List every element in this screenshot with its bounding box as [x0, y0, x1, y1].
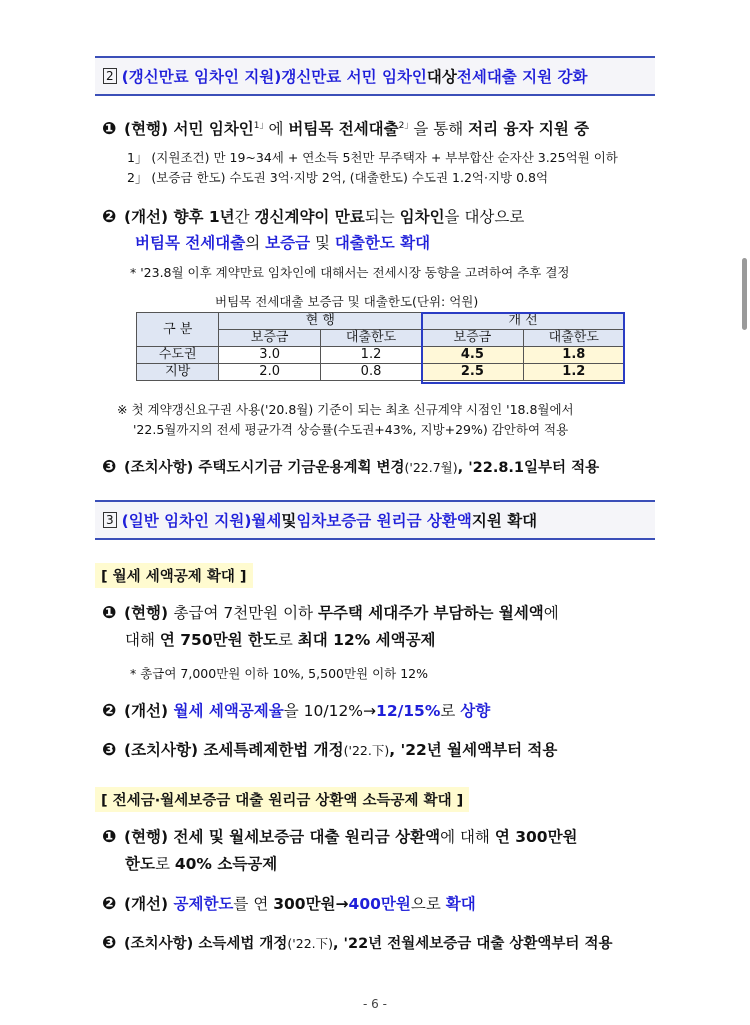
table-row: 지방 2.0 0.8 2.5 1.2: [137, 364, 625, 381]
rent-improve-line: ❷ (개선) 월세 세액공제율을 10/12%→12/15%로 상향: [102, 701, 491, 721]
section-number: 2: [103, 68, 117, 84]
subheading-rent-credit: [ 월세 세액공제 확대 ]: [95, 563, 253, 588]
deposit-action-line: ❸ (조치사항) 소득세법 개정('22.下), '22년 전월세보증금 대출 상환액부터 적용: [102, 933, 613, 953]
header-improved: 개 선: [422, 313, 625, 330]
deposit-improve-line: ❷ (개선) 공제한도를 연 300만원→400만원으로 확대: [102, 894, 476, 914]
note-reference-b: '22.5월까지의 전세 평균가격 상승률(수도권+43%, 지방+29%) 감안하여 적용: [133, 422, 569, 437]
improvement-line-2: 버팀목 전세대출의 보증금 및 대출한도 확대: [135, 234, 431, 252]
subheading-deposit-deduction: [ 전세금·월세보증금 대출 원리금 상환액 소득공제 확대 ]: [95, 787, 469, 812]
table-row: 수도권 3.0 1.2 4.5 1.8: [137, 347, 625, 364]
section-number: 3: [103, 512, 117, 528]
note-expiry: * '23.8월 이후 계약만료 임차인에 대해서는 전세시장 동향을 고려하여 추후 결정: [130, 265, 570, 280]
header-current: 현 행: [219, 313, 422, 330]
table-title: 버팀목 전세대출 보증금 및 대출한도(단위: 억원): [215, 294, 479, 309]
loan-limit-table: [136, 312, 625, 381]
note-reference-a: ※ 첫 계약갱신요구권 사용('20.8월) 기준이 되는 최초 신규계약 시점인 '18.8월에서: [117, 402, 574, 417]
action-line: ❸ (조치사항) 주택도시기금 기금운용계획 변경('22.7월), '22.8.1일부터 적용: [102, 457, 600, 477]
section-3-header: 3 (일반 임차인 지원) 월세 및 임차보증금 원리금 상환액 지원 확대: [95, 500, 655, 540]
footnote-1: 1」 (지원조건) 만 19~34세 + 연소득 5천만 무주택자 + 부부합산 순자산 3.25억원 이하: [127, 150, 618, 165]
rent-current-line: ❶ (현행) 총급여 7천만원 이하 무주택 세대주가 부담하는 월세액에: [102, 603, 559, 623]
rent-note: * 총급여 7,000만원 이하 10%, 5,500만원 이하 12%: [130, 666, 428, 681]
header-limit: 대출한도: [320, 330, 421, 347]
deposit-current-line-2: 한도로 40% 소득공제: [125, 855, 278, 873]
page-number: - 6 -: [363, 997, 387, 1011]
header-limit: 대출한도: [523, 330, 624, 347]
rent-current-line-2: 대해 연 750만원 한도로 최대 12% 세액공제: [125, 631, 436, 649]
current-policy-line: ❶ (현행) 서민 임차인$^{1」}$에 버팀목 전세대출$^{2」}$을 통해 저리 융자 지원 중: [102, 119, 590, 139]
rent-action-line: ❸ (조치사항) 조세특례제한법 개정('22.下), '22년 월세액부터 적용: [102, 740, 558, 760]
improvement-line: ❷ (개선) 향후 1년간 갱신계약이 만료되는 임차인을 대상으로: [102, 207, 525, 227]
footnote-2: 2」 (보증금 한도) 수도권 3억·지방 2억, (대출한도) 수도권 1.2억·지방 0.8억: [127, 170, 549, 185]
header-deposit: 보증금: [422, 330, 523, 347]
header-deposit: 보증금: [219, 330, 320, 347]
section-2-header: 2 (갱신만료 임차인 지원) 갱신만료 서민 임차인 대상 전세대출 지원 강화: [95, 56, 655, 96]
scrollbar-thumb[interactable]: [742, 258, 747, 330]
header-category: 구 분: [137, 313, 219, 347]
deposit-current-line: ❶ (현행) 전세 및 월세보증금 대출 원리금 상환액에 대해 연 300만원: [102, 827, 578, 847]
